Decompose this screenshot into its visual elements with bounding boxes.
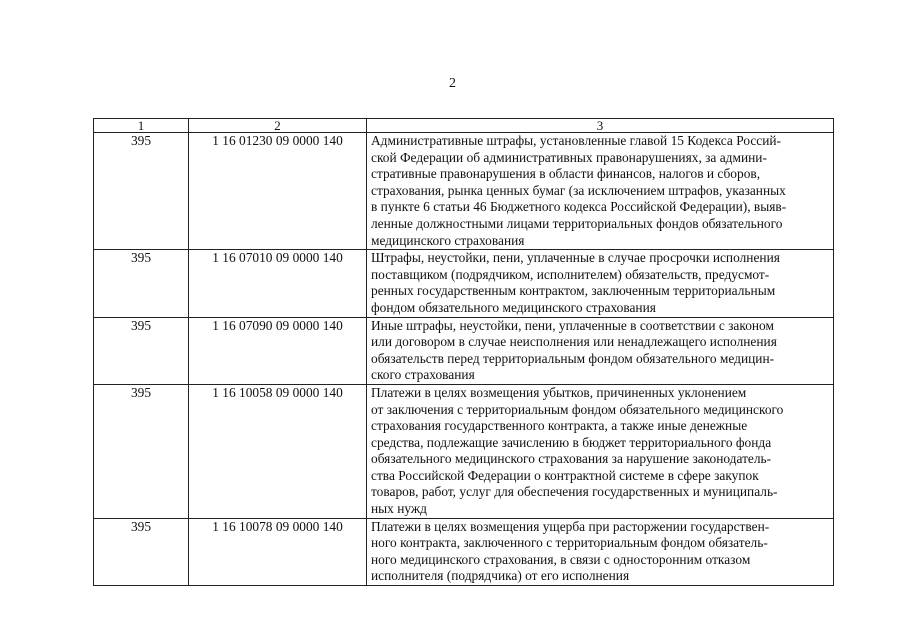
- revenue-description-cell: [367, 384, 834, 518]
- admin-code-cell: 395: [94, 250, 189, 317]
- admin-code-cell: 395: [94, 317, 189, 384]
- table-row: [94, 317, 834, 384]
- budget-classification-code-cell: 1 16 01230 09 0000 140: [189, 133, 367, 250]
- description-line: стративные правонарушения в области финансов, налогов и сборов,: [371, 166, 761, 182]
- description-line: поставщиком (подрядчиком, исполнителем) обязательств, предусмот-: [371, 266, 770, 282]
- table-header-row: [94, 119, 834, 133]
- budget-classification-code-cell: 1 16 07090 09 0000 140: [189, 317, 367, 384]
- revenue-description-cell: [367, 518, 834, 585]
- description-line: фондом обязательного медицинского страхования: [371, 299, 656, 315]
- table-row: [94, 384, 834, 518]
- description-line: ской Федерации об административных правонарушениях, за админи-: [371, 149, 767, 165]
- column-header-3: 3: [367, 119, 834, 133]
- description-line: медицинского страхования: [371, 232, 525, 248]
- column-header-2: 2: [189, 119, 367, 133]
- budget-classification-code-cell: 1 16 10078 09 0000 140: [189, 518, 367, 585]
- description-line: ного контракта, заключенного с территориальным фондом обязатель-: [371, 535, 768, 551]
- description-line: страхования, рынка ценных бумаг (за исключением штрафов, указанных: [371, 182, 786, 198]
- description-line: ных нужд: [371, 501, 427, 517]
- description-line: ского страхования: [371, 367, 475, 383]
- page-number: 2: [449, 76, 456, 91]
- description-line: ленные должностными лицами территориальных фондов обязательного: [371, 215, 783, 231]
- table-row: [94, 518, 834, 585]
- admin-code-cell: 395: [94, 518, 189, 585]
- description-line: Иные штрафы, неустойки, пени, уплаченные в соответствии с законом: [371, 317, 774, 333]
- description-line: ства Российской Федерации о контрактной системе в сфере закупок: [371, 467, 759, 483]
- budget-codes-table: [93, 118, 834, 586]
- description-line: обязательного медицинского страхования за нарушение законодатель-: [371, 451, 772, 467]
- budget-classification-code-cell: 1 16 07010 09 0000 140: [189, 250, 367, 317]
- description-line: обязательств перед территориальным фондом обязательного медицин-: [371, 350, 775, 366]
- description-line: товаров, работ, услуг для обеспечения государственных и муниципаль-: [371, 484, 778, 500]
- admin-code-cell: 395: [94, 384, 189, 518]
- description-line: Штрафы, неустойки, пени, уплаченные в случае просрочки исполнения: [371, 250, 780, 266]
- description-line: ного медицинского страхования, в связи с односторонним отказом: [371, 551, 751, 567]
- column-header-1: 1: [94, 119, 189, 133]
- table-row: [94, 133, 834, 250]
- budget-classification-code-cell: 1 16 10058 09 0000 140: [189, 384, 367, 518]
- description-line: Административные штрафы, установленные главой 15 Кодекса Россий-: [371, 133, 782, 148]
- description-line: в пункте 6 статьи 46 Бюджетного кодекса Российской Федерации), выяв-: [371, 199, 787, 215]
- description-line: от заключения с территориальным фондом обязательного медицинского: [371, 401, 784, 417]
- description-line: ренных государственным контрактом, заключенным территориальным: [371, 283, 776, 299]
- revenue-description-cell: [367, 133, 834, 250]
- table-row: [94, 250, 834, 317]
- description-line: средства, подлежащие зачислению в бюджет территориального фонда: [371, 434, 772, 450]
- revenue-description-cell: [367, 250, 834, 317]
- description-line: Платежи в целях возмещения ущерба при расторжении государствен-: [371, 518, 770, 534]
- admin-code-cell: 395: [94, 133, 189, 250]
- revenue-description-cell: [367, 317, 834, 384]
- description-line: или договором в случае неисполнения или ненадлежащего исполнения: [371, 334, 777, 350]
- description-line: исполнителя (подрядчика) от его исполнения: [371, 568, 630, 584]
- description-line: страхования государственного контракта, а также иные денежные: [371, 418, 748, 434]
- description-line: Платежи в целях возмещения убытков, причиненных уклонением: [371, 384, 747, 400]
